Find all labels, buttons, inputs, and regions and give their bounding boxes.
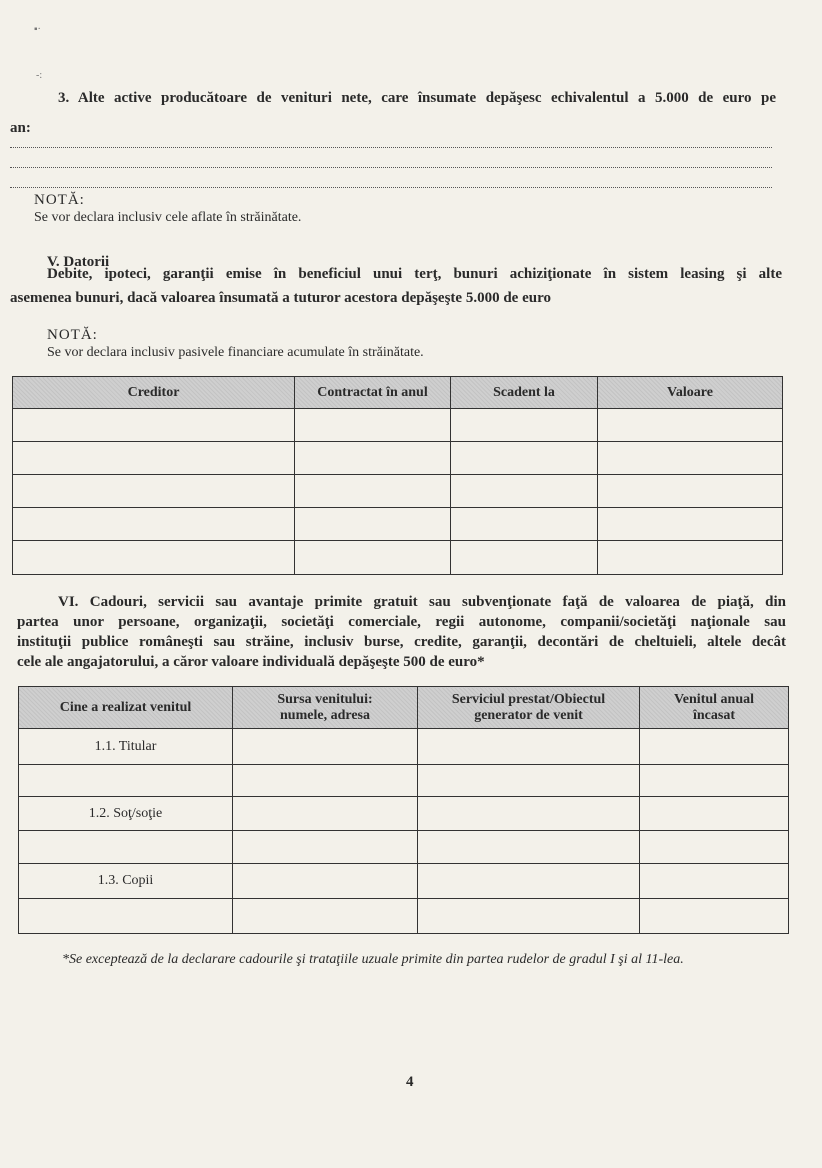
table-cell [598,541,783,575]
table-cell [295,541,451,575]
table-cell [598,475,783,508]
table-row [19,765,789,797]
table-cell [640,831,789,864]
column-header-serviciul: Serviciul prestat/Obiectul generator de venit [418,687,640,729]
table-header-row [13,377,783,409]
table-cell [233,729,418,765]
section6-heading-line2: partea unor persoane, organizaţii, societăţi comerciale, regii autonome, companii/societăţi naţionale sau [17,614,786,630]
table-header-row [19,687,789,729]
dotted-fill-line [10,146,772,148]
table-cell [295,442,451,475]
section6-heading-line4: cele ale angajatorului, a căror valoare individuală depăşeşte 500 de euro* [17,654,485,670]
table-cell [295,475,451,508]
section5-nota-text: Se vor declara inclusiv pasivele financiare acumulate în străinătate. [47,345,424,360]
table-cell [418,831,640,864]
datorii-table [12,376,783,575]
scan-speck: ▪· [34,24,41,35]
table-row [19,899,789,934]
table-cell [451,475,598,508]
table-cell [295,409,451,442]
table-row [19,831,789,864]
table-cell [640,797,789,831]
section5-heading: V. Datorii [47,254,110,270]
table-row [13,409,783,442]
table-cell [418,797,640,831]
section3-nota-label: NOTĂ: [34,192,85,208]
table-cell [19,899,233,934]
table-cell [13,475,295,508]
table-cell [233,765,418,797]
table-cell-sot-sotie: 1.2. Soţ/soţie [19,797,233,831]
table-cell [233,899,418,934]
table-cell [295,508,451,541]
cadouri-table [18,686,789,934]
column-header-cine: Cine a realizat venitul [19,687,233,729]
dotted-fill-line [10,186,772,188]
table-cell [451,409,598,442]
table-cell [418,765,640,797]
table-cell [19,765,233,797]
table-cell [13,442,295,475]
dotted-fill-line [10,166,772,168]
table-row [19,797,789,831]
table-cell [598,508,783,541]
table-cell [598,442,783,475]
table-row [13,475,783,508]
table-cell [13,508,295,541]
table-cell [640,729,789,765]
column-header-creditor: Creditor [13,377,295,409]
section6-heading-line3: instituţii publice româneşti sau străine, inclusiv burse, credite, garanţii, decontări de cheltuieli, altele decât [17,634,786,650]
table-cell [13,541,295,575]
table-row [13,541,783,575]
section5-desc-line2: asemenea bunuri, dacă valoarea însumată a tuturor acestora depăşeşte 5.000 de euro [10,290,551,306]
table-cell [451,508,598,541]
table-cell [640,765,789,797]
table-cell [13,409,295,442]
table-row [13,442,783,475]
table-cell [451,442,598,475]
column-header-sursa: Sursa venitului: numele, adresa [233,687,418,729]
table-cell-copii: 1.3. Copii [19,864,233,899]
section3-heading-line2: an: [10,120,31,136]
page-number: 4 [406,1074,414,1090]
table-cell [233,831,418,864]
column-header-valoare: Valoare [598,377,783,409]
table-cell [19,831,233,864]
section5-nota-label: NOTĂ: [47,327,98,343]
section6-heading-line1: VI. Cadouri, servicii sau avantaje primite gratuit sau subvenţionate faţă de valoarea de piaţă, din [58,594,786,610]
table-cell [418,864,640,899]
table-cell [598,409,783,442]
footnote: *Se exceptează de la declarare cadourile şi trataţiile uzuale primite din partea rudelor de gradul I şi al 11-lea. [62,952,684,967]
table-cell [640,864,789,899]
table-cell [451,541,598,575]
column-header-scadent: Scadent la [451,377,598,409]
section3-heading-line1: 3. Alte active producătoare de venituri nete, care însumate depăşesc echivalentul a 5.000 de euro pe [58,90,776,106]
section3-nota-text: Se vor declara inclusiv cele aflate în străinătate. [34,210,302,225]
section5-desc-line1: Debite, ipoteci, garanţii emise în beneficiul unui terţ, bunuri achiziţionate în sistem leasing şi alte [47,266,782,282]
table-row [19,864,789,899]
table-cell [233,864,418,899]
scan-speck: -: [36,70,43,81]
column-header-venitul: Venitul anual încasat [640,687,789,729]
table-row [13,508,783,541]
table-cell [418,899,640,934]
table-row [19,729,789,765]
table-cell [418,729,640,765]
column-header-contractat: Contractat în anul [295,377,451,409]
table-cell [640,899,789,934]
table-cell [233,797,418,831]
table-cell-titular: 1.1. Titular [19,729,233,765]
